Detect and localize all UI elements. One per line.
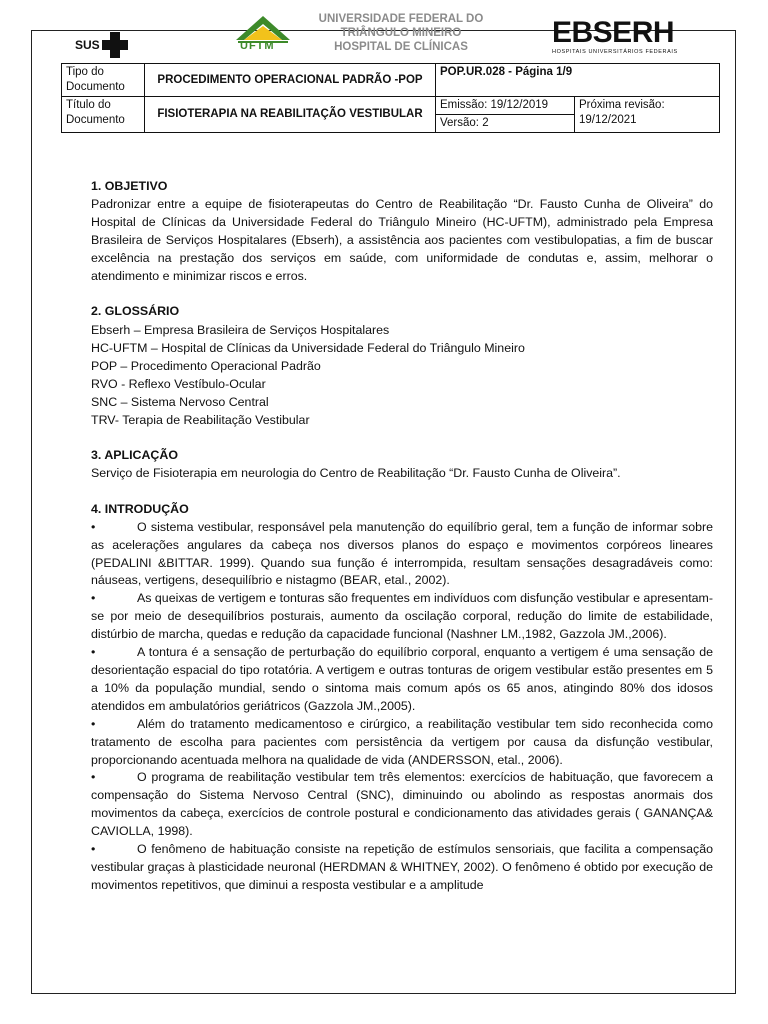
proxima-date: 19/12/2021 — [579, 114, 637, 126]
cross-icon — [102, 32, 128, 58]
document-info-table — [61, 63, 720, 133]
emissao-date: Emissão: 19/12/2019 — [436, 97, 575, 115]
section-introducao — [91, 501, 713, 895]
glossary-item: RVO - Reflexo Vestíbulo-Ocular — [91, 377, 266, 392]
list-item-text: As queixas de vertigem e tonturas são frequentes em indivíduos com disfunção vestibular e apresentam-se por meio de desequilíbrios posturais, aumento da oscilação corporal, redução do limite de estabilidade, distúrbio de marcha, quedas e redução da capacidade funcional (Nashner LM.,1982, Gazzola JM.,2006). — [91, 591, 713, 642]
university-line: TRIÂNGULO MINEIRO — [340, 27, 462, 39]
section-glossario — [91, 303, 713, 429]
list-item — [91, 716, 713, 770]
section-objetivo — [91, 178, 713, 285]
list-item — [91, 590, 713, 644]
bullet-icon: • — [91, 716, 96, 731]
university-line: HOSPITAL DE CLÍNICAS — [334, 41, 468, 53]
list-item — [91, 769, 713, 841]
document-body — [91, 178, 713, 895]
glossary-item: TRV- Terapia de Reabilitação Vestibular — [91, 413, 310, 428]
ebserh-subtitle: HOSPITAIS UNIVERSITÁRIOS FEDERAIS — [552, 49, 678, 55]
glossary-item: SNC – Sistema Nervoso Central — [91, 395, 269, 410]
section-title: 4. INTRODUÇÃO — [91, 501, 189, 516]
uftm-logo-icon — [232, 10, 294, 60]
section-title: 1. OBJETIVO — [91, 179, 168, 193]
glossary-item: HC-UFTM – Hospital de Clínicas da Universidade Federal do Triângulo Mineiro — [91, 341, 525, 356]
section-title: 2. GLOSSÁRIO — [91, 304, 180, 319]
document-code: POP.UR.028 - Página 1/9 — [436, 64, 720, 97]
bullet-icon: • — [91, 842, 96, 857]
list-item-text: O programa de reabilitação vestibular tem três elementos: exercícios de habituação, que favorecem a compensação do Sistema Nervoso Central (SNC), diminuindo ou abolindo as respostas anormais dos movimentos da cabeça, exercícios de controle postural e condicionamento das atividades gerais ( GANANÇA& CAVIOLLA, 1998). — [91, 770, 713, 839]
bullet-icon: • — [91, 770, 96, 785]
versao: Versão: 2 — [436, 115, 575, 133]
tipo-value: PROCEDIMENTO OPERACIONAL PADRÃO -POP — [145, 64, 436, 97]
university-name — [310, 12, 492, 54]
section-text: Serviço de Fisioterapia em neurologia do Centro de Reabilitação “Dr. Fausto Cunha de Oliveira”. — [91, 466, 621, 481]
section-title: 3. APLICAÇÃO — [91, 448, 178, 463]
ebserh-logo — [552, 18, 678, 55]
list-item — [91, 519, 713, 591]
proxima-label: Próxima revisão: — [579, 99, 665, 111]
proxima-revisao — [575, 97, 720, 133]
section-text: Padronizar entre a equipe de fisioterapeutas do Centro de Reabilitação “Dr. Fausto Cunha de Oliveira” do Hospital de Clínicas da Universidade Federal do Triângulo Mineiro (HC-UFTM), administrado pela Empresa Brasileira de Serviços Hospitalares (Ebserh), a assistência aos pacientes com vestibulopatias, a fim de buscar excelência na prestação dos serviços em saúde, com uniformidade de condutas e, assim, melhorar o atendimento e minimizar riscos e erros. — [91, 196, 713, 283]
section-aplicacao — [91, 447, 713, 483]
glossary-item: POP – Procedimento Operacional Padrão — [91, 359, 321, 374]
bullet-icon: • — [91, 591, 96, 606]
list-item-text: Além do tratamento medicamentoso e cirúrgico, a reabilitação vestibular tem sido reconhecida como tratamento de escolha para pacientes com persistência da vertigem por causa da disfunção vestibular, proporcionando acentuada melhora na qualidade de vida (ANDERSSON, etal., 2006). — [91, 716, 713, 767]
list-item-text: O sistema vestibular, responsável pela manutenção do equilíbrio geral, tem a função de informar sobre as acelerações angulares da cabeça nos diversos planos do espaço e movimentos corpóreos lineares (PEDALINI &BITTAR. 1999). Quando sua função é interrompida, resultam sensações desagradáveis como: náuseas, vertigens, desequilíbrio e nistagmo (BEAR, etal., 2002). — [91, 519, 713, 588]
titulo-label: Título do Documento — [62, 97, 145, 133]
tipo-label: Tipo do Documento — [62, 64, 145, 97]
bullet-icon: • — [91, 519, 96, 534]
list-item — [91, 644, 713, 716]
titulo-value: FISIOTERAPIA NA REABILITAÇÃO VESTIBULAR — [145, 97, 436, 133]
sus-label: SUS — [75, 38, 100, 52]
uftm-label: UFTM — [240, 40, 275, 52]
list-item-text: O fenômeno de habituação consiste na repetição de estímulos sensoriais, que facilita a compensação vestibular graças à plasticidade neuronal (HERDMAN & WHITNEY, 2002). O fenômeno é obtido por execução de movimentos repetitivos, que diminui a resposta vestibular e a amplitude — [91, 842, 713, 892]
list-item-text: A tontura é a sensação de perturbação do equilíbrio corporal, enquanto a vertigem é uma sensação de desorientação espacial do tipo rotatória. A vertigem e outras tonturas de origem vestibular estão presentes em 5 a 10% da população mundial, sendo o sintoma mais comum após os 65 anos, atingindo 80% dos idosos atendidos em ambulatórios geriátricos (Gazzola JM.,2005). — [91, 645, 713, 713]
list-item — [91, 841, 713, 895]
ebserh-name: EBSERH — [552, 16, 675, 49]
sus-logo — [75, 32, 128, 58]
university-line: UNIVERSIDADE FEDERAL DO — [318, 13, 484, 25]
bullet-icon: • — [91, 645, 96, 660]
glossary-item: Ebserh – Empresa Brasileira de Serviços Hospitalares — [91, 323, 390, 338]
